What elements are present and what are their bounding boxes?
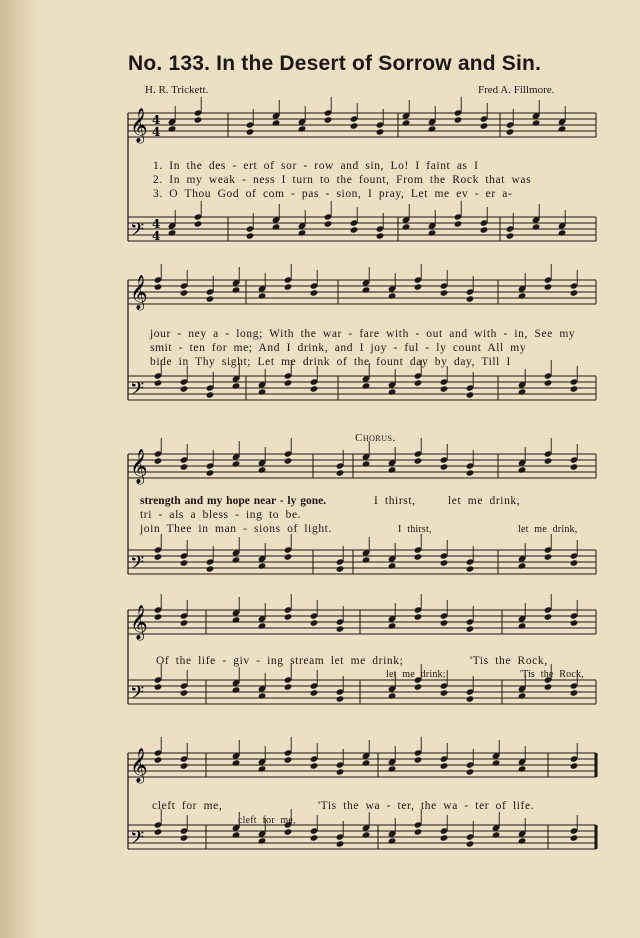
note-head (232, 686, 241, 693)
note-head (206, 565, 215, 572)
note-head (232, 616, 241, 623)
note-head (466, 840, 475, 847)
note-head (466, 469, 475, 476)
chorus-label: Chorus. (355, 432, 396, 444)
note-head (194, 116, 203, 123)
note-head (154, 756, 163, 763)
note-head (466, 695, 475, 702)
note-head (232, 556, 241, 563)
note-head (518, 466, 527, 473)
time-signature-bottom: 4 (152, 229, 161, 243)
note-head (414, 553, 423, 560)
note-head (154, 613, 163, 620)
note-head (532, 119, 541, 126)
note-head (388, 292, 397, 299)
chorus-lyric-upper: I thirst, (374, 495, 416, 507)
note-head (466, 295, 475, 302)
note-head (506, 128, 515, 135)
note-head (246, 232, 255, 239)
note-head (180, 559, 189, 566)
note-head (428, 125, 437, 132)
note-head (414, 613, 423, 620)
chorus-lyric-lower: I thirst, (398, 524, 432, 535)
page-binding-gutter (0, 0, 40, 938)
note-head (466, 625, 475, 632)
note-head (440, 619, 449, 626)
note-head (180, 463, 189, 470)
chorus-lyric-upper: Of the life - giv - ing stream let me drink; (156, 655, 404, 667)
lyric-line-verse-2: tri - als a bless - ing to be. (140, 509, 302, 521)
time-signature-top: 4 (152, 113, 161, 127)
note-head (258, 765, 267, 772)
note-head (570, 463, 579, 470)
note-head (350, 122, 359, 129)
note-head (388, 837, 397, 844)
note-head (258, 837, 267, 844)
lyric-line-verse-3: bide in Thy sight; Let me drink of the fount day by day, Till I (150, 356, 511, 368)
note-head (350, 226, 359, 233)
note-head (570, 559, 579, 566)
note-head (284, 613, 293, 620)
note-head (180, 834, 189, 841)
note-head (518, 692, 527, 699)
note-head (428, 229, 437, 236)
note-head (232, 831, 241, 838)
note-head (362, 831, 371, 838)
time-signature-bottom: 4 (152, 125, 161, 139)
note-head (310, 385, 319, 392)
note-head (284, 828, 293, 835)
note-head (154, 683, 163, 690)
note-head (232, 759, 241, 766)
chorus-lyric-upper: 'Tis the wa - ter, the wa - ter of life. (318, 800, 535, 812)
note-head (558, 229, 567, 236)
note-head (440, 289, 449, 296)
note-head (310, 689, 319, 696)
note-head (336, 695, 345, 702)
chorus-lyric-upper: cleft for me, (152, 800, 223, 812)
note-head (180, 689, 189, 696)
note-head (258, 388, 267, 395)
note-head (480, 226, 489, 233)
music-system-3 (128, 446, 596, 596)
note-head (168, 229, 177, 236)
note-head (414, 457, 423, 464)
note-head (298, 125, 307, 132)
note-head (544, 613, 553, 620)
note-head (284, 756, 293, 763)
note-head (570, 834, 579, 841)
note-head (518, 837, 527, 844)
note-head (440, 463, 449, 470)
note-head (246, 128, 255, 135)
note-head (154, 828, 163, 835)
chorus-lyric-lower: cleft for me, (238, 815, 296, 826)
note-head (402, 119, 411, 126)
lyric-line-verse-2: smit - ten for me; And I drink, and I joy - ful - ly count All my (150, 342, 527, 354)
note-head (492, 831, 501, 838)
composer-credit: Fred A. Fillmore. (478, 84, 555, 96)
note-head (518, 562, 527, 569)
note-head (232, 286, 241, 293)
note-head (376, 232, 385, 239)
note-head (440, 762, 449, 769)
note-head (388, 765, 397, 772)
chorus-lyric-lower: let me drink, (518, 524, 578, 535)
note-head (310, 289, 319, 296)
note-head (168, 125, 177, 132)
note-head (324, 220, 333, 227)
note-head (466, 391, 475, 398)
note-head (544, 457, 553, 464)
note-head (518, 388, 527, 395)
note-head (232, 382, 241, 389)
note-head (154, 379, 163, 386)
note-head (154, 553, 163, 560)
note-head (180, 762, 189, 769)
note-head (194, 220, 203, 227)
note-head (414, 828, 423, 835)
hymn-title: No. 133. In the Desert of Sorrow and Sin. (128, 52, 542, 75)
note-head (518, 292, 527, 299)
note-head (310, 762, 319, 769)
note-head (180, 385, 189, 392)
bass-clef-icon: 𝄢 (130, 553, 145, 578)
note-head (440, 385, 449, 392)
lyric-line-verse-3: 3. O Thou God of com - pas - sion, I pray, Let me ev - er a- (153, 188, 513, 200)
music-system-4 (128, 600, 596, 750)
note-head (518, 622, 527, 629)
note-head (492, 759, 501, 766)
bass-clef-icon: 𝄢 (130, 828, 145, 853)
note-head (440, 834, 449, 841)
lyric-line-verse-3: join Thee in man - sions of light. (140, 523, 332, 535)
note-head (310, 619, 319, 626)
note-head (388, 388, 397, 395)
note-head (376, 128, 385, 135)
note-head (258, 466, 267, 473)
chorus-lyric-lower: 'Tis the Rock, (520, 669, 584, 680)
note-head (544, 283, 553, 290)
note-head (570, 619, 579, 626)
note-head (310, 834, 319, 841)
note-head (258, 622, 267, 629)
note-head (258, 692, 267, 699)
note-head (336, 469, 345, 476)
note-head (570, 289, 579, 296)
note-head (362, 460, 371, 467)
note-head (284, 283, 293, 290)
note-head (284, 379, 293, 386)
note-head (362, 759, 371, 766)
note-head (154, 457, 163, 464)
note-head (272, 223, 281, 230)
note-head (388, 466, 397, 473)
music-system-1 (128, 105, 596, 265)
lyric-line-verse-1: strength and my hope near - ly gone. (140, 495, 327, 507)
staff-notation (128, 446, 596, 596)
note-head (336, 565, 345, 572)
treble-clef-icon: 𝄞 (130, 275, 148, 310)
bass-clef-icon: 𝄢 (130, 683, 145, 708)
bass-clef-icon: 𝄢 (130, 379, 145, 404)
chorus-lyric-upper: let me drink, (448, 495, 521, 507)
note-head (388, 562, 397, 569)
note-head (466, 565, 475, 572)
treble-clef-icon: 𝄞 (130, 449, 148, 484)
note-head (258, 562, 267, 569)
note-head (362, 556, 371, 563)
note-head (336, 625, 345, 632)
lyric-line-verse-1: 1. In the des - ert of sor - row and sin, Lo! I faint as I (153, 160, 479, 172)
note-head (532, 223, 541, 230)
note-head (544, 379, 553, 386)
note-head (480, 122, 489, 129)
note-head (440, 559, 449, 566)
note-head (206, 469, 215, 476)
note-head (284, 457, 293, 464)
note-head (284, 553, 293, 560)
chorus-lyric-upper: 'Tis the Rock, (470, 655, 548, 667)
author-credit: H. R. Trickett. (145, 84, 209, 96)
bass-clef-icon: 𝄢 (130, 220, 145, 245)
note-head (440, 689, 449, 696)
note-head (180, 619, 189, 626)
note-head (414, 379, 423, 386)
note-head (258, 292, 267, 299)
note-head (232, 460, 241, 467)
note-head (362, 286, 371, 293)
note-head (544, 683, 553, 690)
note-head (544, 553, 553, 560)
note-head (272, 119, 281, 126)
music-system-2 (128, 272, 596, 422)
note-head (206, 391, 215, 398)
note-head (454, 220, 463, 227)
note-head (454, 116, 463, 123)
note-head (518, 765, 527, 772)
chorus-lyric-lower: let me drink; (386, 669, 446, 680)
note-head (284, 683, 293, 690)
note-head (570, 689, 579, 696)
note-head (570, 385, 579, 392)
note-head (362, 382, 371, 389)
lyric-line-verse-1: jour - ney a - long; With the war - fare with - out and with - in, See my (150, 328, 576, 340)
note-head (336, 840, 345, 847)
time-signature-top: 4 (152, 217, 161, 231)
note-head (506, 232, 515, 239)
treble-clef-icon: 𝄞 (130, 605, 148, 640)
note-head (414, 283, 423, 290)
note-head (298, 229, 307, 236)
note-head (388, 622, 397, 629)
note-head (154, 283, 163, 290)
note-head (388, 692, 397, 699)
note-head (402, 223, 411, 230)
note-head (206, 295, 215, 302)
note-head (570, 762, 579, 769)
treble-clef-icon: 𝄞 (130, 108, 148, 143)
note-head (414, 756, 423, 763)
staff-notation (128, 745, 596, 895)
note-head (180, 289, 189, 296)
note-head (558, 125, 567, 132)
note-head (324, 116, 333, 123)
music-system-5 (128, 745, 596, 895)
treble-clef-icon: 𝄞 (130, 748, 148, 783)
lyric-line-verse-2: 2. In my weak - ness I turn to the fount, From the Rock that was (153, 174, 532, 186)
note-head (414, 683, 423, 690)
note-head (466, 768, 475, 775)
note-head (336, 768, 345, 775)
